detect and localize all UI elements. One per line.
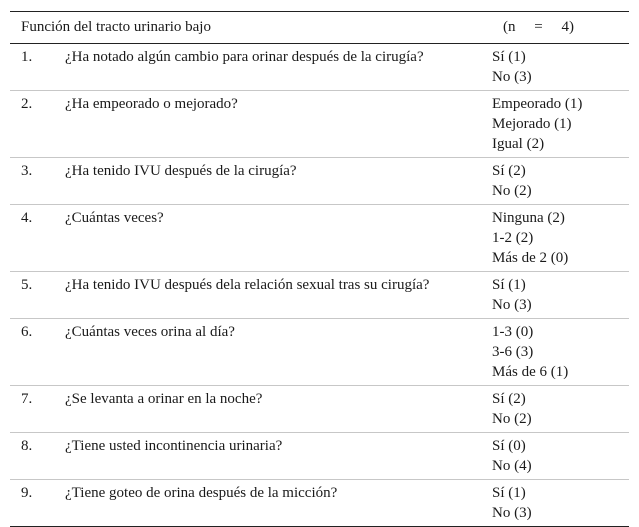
- row-question: ¿Tiene usted incontinencia urinaria?: [65, 438, 283, 454]
- row-number: 4.: [21, 210, 33, 226]
- header-sample-size: (n = 4): [503, 19, 574, 35]
- table-row: [10, 386, 629, 433]
- answer-option: 1-2 (2): [492, 230, 534, 246]
- row-number: 6.: [21, 324, 33, 340]
- row-question: ¿Tiene goteo de orina después de la micción?: [65, 485, 338, 501]
- table-row: [10, 44, 629, 91]
- row-number: 5.: [21, 277, 33, 293]
- row-question: ¿Se levanta a orinar en la noche?: [65, 391, 263, 407]
- answer-option: 3-6 (3): [492, 344, 534, 360]
- answer-option: Igual (2): [492, 136, 545, 152]
- table-row: [10, 319, 629, 386]
- row-answers: [492, 208, 629, 268]
- row-number: 8.: [21, 438, 33, 454]
- row-answers: [492, 161, 629, 201]
- answer-option: No (3): [492, 69, 532, 85]
- table-row: [10, 480, 629, 526]
- answer-option: No (3): [492, 297, 532, 313]
- table-row: [10, 433, 629, 480]
- row-question: ¿Cuántas veces?: [65, 210, 164, 226]
- urinary-function-table: [10, 11, 629, 527]
- row-number: 2.: [21, 96, 33, 112]
- row-answers: [492, 47, 629, 87]
- answer-option: Sí (1): [492, 485, 526, 501]
- row-number: 3.: [21, 163, 33, 179]
- table-body: [10, 44, 629, 526]
- table-row: [10, 272, 629, 319]
- answer-option: Más de 2 (0): [492, 250, 569, 266]
- answer-option: Sí (1): [492, 49, 526, 65]
- answer-option: No (4): [492, 458, 532, 474]
- table-row: [10, 205, 629, 272]
- answer-option: No (2): [492, 183, 532, 199]
- table-row: [10, 158, 629, 205]
- answer-option: Sí (2): [492, 391, 526, 407]
- answer-option: Sí (0): [492, 438, 526, 454]
- row-answers: [492, 94, 629, 154]
- answer-option: Más de 6 (1): [492, 364, 569, 380]
- row-question: ¿Ha notado algún cambio para orinar después de la cirugía?: [65, 49, 424, 65]
- row-answers: [492, 275, 629, 315]
- row-answers: [492, 483, 629, 523]
- answer-option: Empeorado (1): [492, 96, 583, 112]
- row-number: 9.: [21, 485, 33, 501]
- answer-option: No (2): [492, 411, 532, 427]
- row-question: ¿Ha empeorado o mejorado?: [65, 96, 238, 112]
- answer-option: Mejorado (1): [492, 116, 572, 132]
- row-question: ¿Ha tenido IVU después de la cirugía?: [65, 163, 297, 179]
- answer-option: Ninguna (2): [492, 210, 565, 226]
- answer-option: Sí (2): [492, 163, 526, 179]
- table-header: [10, 12, 629, 44]
- row-answers: [492, 389, 629, 429]
- row-answers: [492, 436, 629, 476]
- header-title: Función del tracto urinario bajo: [21, 19, 211, 35]
- answer-option: No (3): [492, 505, 532, 521]
- answer-option: 1-3 (0): [492, 324, 534, 340]
- row-answers: [492, 322, 629, 382]
- row-question: ¿Cuántas veces orina al día?: [65, 324, 235, 340]
- answer-option: Sí (1): [492, 277, 526, 293]
- row-question: ¿Ha tenido IVU después dela relación sexual tras su cirugía?: [65, 277, 430, 293]
- row-number: 1.: [21, 49, 33, 65]
- row-number: 7.: [21, 391, 33, 407]
- table-row: [10, 91, 629, 158]
